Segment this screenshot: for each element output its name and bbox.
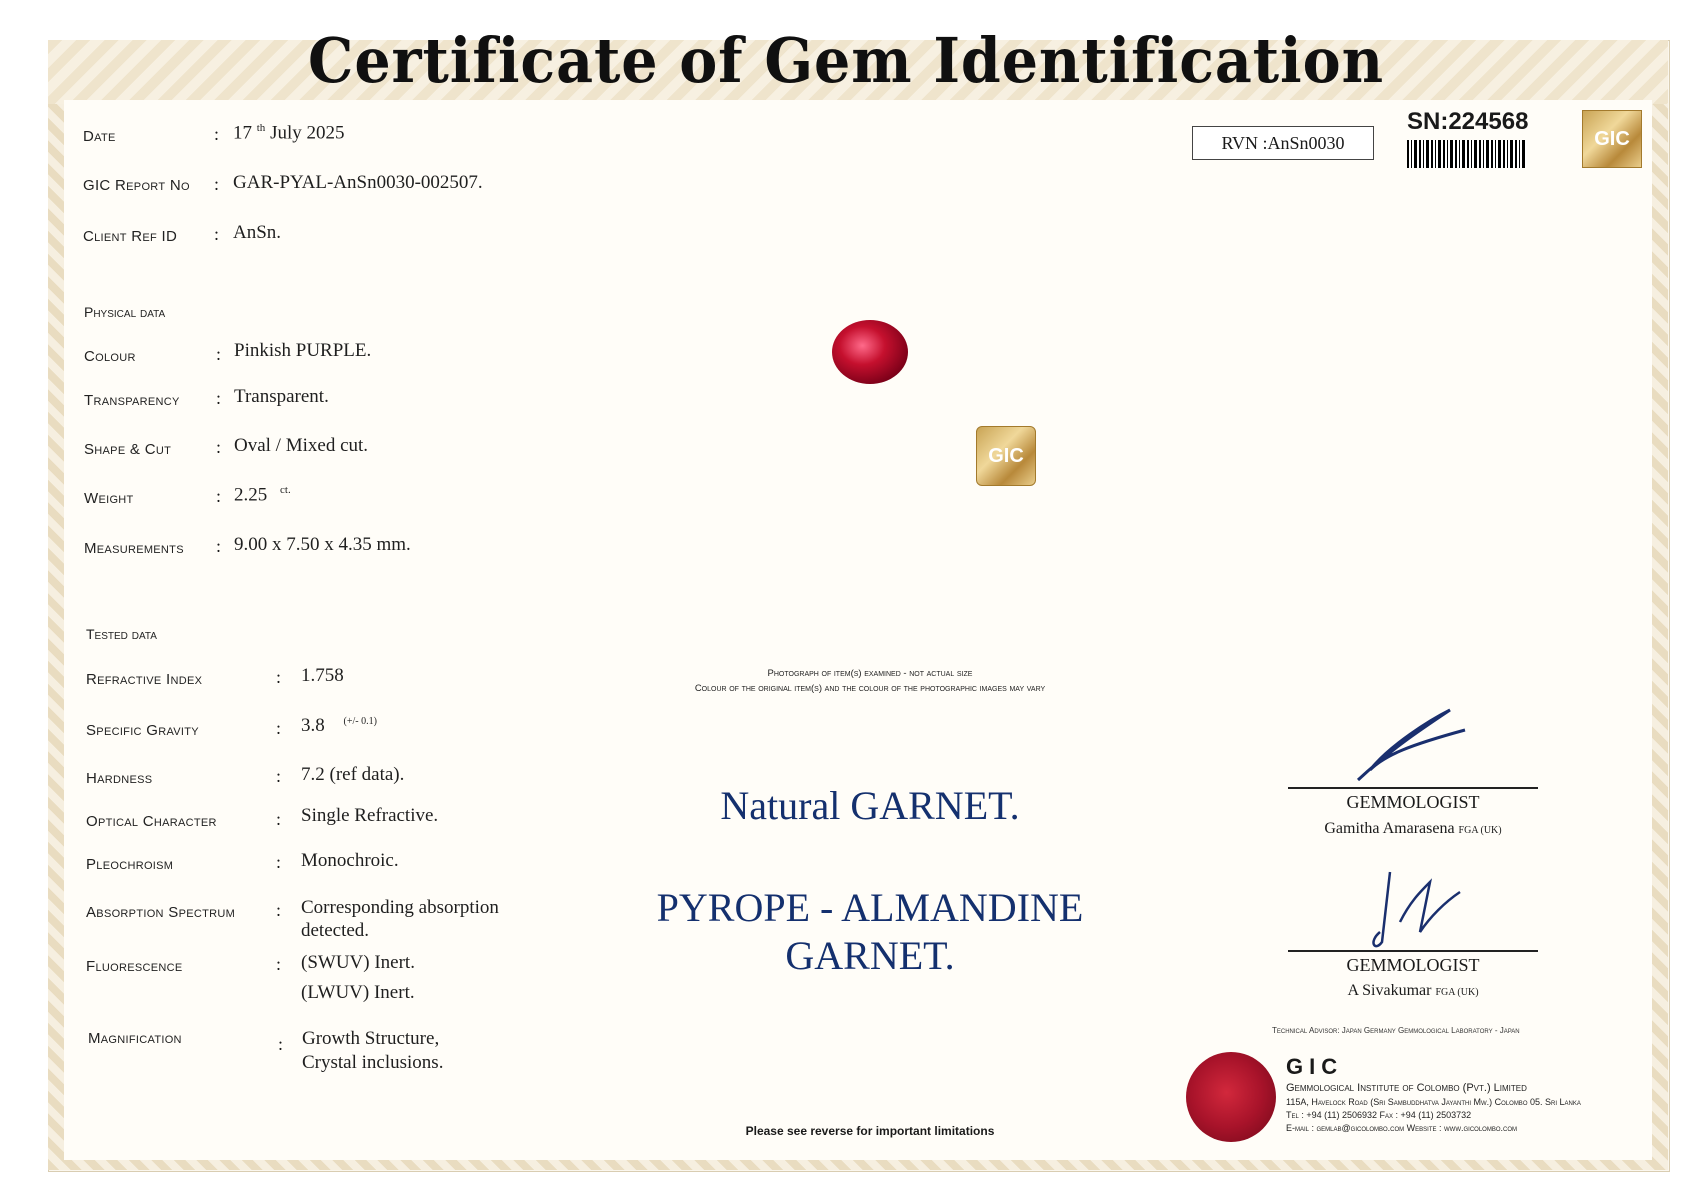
measurements-value: 9.00 x 7.50 x 4.35 mm. <box>234 534 411 555</box>
weight-value <box>234 484 291 506</box>
sg-tolerance: (+/- 0.1) <box>343 715 377 727</box>
institute-short-name: GIC <box>1286 1054 1344 1079</box>
colon: : <box>276 900 282 920</box>
sg-value <box>301 715 377 737</box>
technical-advisor: Technical Advisor: Japan Germany Gemmological Laboratory - Japan <box>1272 1026 1520 1035</box>
signatory-2-qualification: FGA (UK) <box>1435 987 1479 998</box>
colon: : <box>216 486 222 506</box>
measurements-label: Measurements <box>84 540 184 557</box>
signature-line-1 <box>1288 787 1538 789</box>
absorption-label: Absorption Spectrum <box>86 904 236 921</box>
transparency-label: Transparency <box>84 392 180 409</box>
barcode <box>1407 140 1527 168</box>
institute-address: 115A, Havelock Road (Sri Sambuddhatva Jayanthi Mw.) Colombo 05. Sri Lanka <box>1286 1097 1581 1107</box>
signatory-2-name <box>1283 982 1543 1000</box>
photo-note-line2: Colour of the original item(s) and the colour of the photographic images may vary <box>694 683 1046 694</box>
ri-label: Refractive Index <box>86 671 203 688</box>
rvn-box: RVN :AnSn0030 <box>1192 126 1374 160</box>
date-suffix: th <box>256 122 266 134</box>
colon: : <box>216 344 222 364</box>
shape-cut-label: Shape & Cut <box>84 441 172 458</box>
shape-cut-value: Oval / Mixed cut. <box>234 435 369 456</box>
colon: : <box>278 1034 284 1054</box>
pleochroism-value: Monochroic. <box>301 850 399 871</box>
colon: : <box>216 536 222 556</box>
colon: : <box>276 667 282 687</box>
colon: : <box>214 224 220 244</box>
identification-line2: PYROPE - ALMANDINE <box>656 885 1084 930</box>
optical-character-label: Optical Character <box>86 813 217 830</box>
wax-seal <box>1186 1052 1276 1142</box>
absorption-value-line1: Corresponding absorption <box>301 897 499 918</box>
colon: : <box>216 388 222 408</box>
physical-data-heading: Physical data <box>84 304 166 320</box>
colon: : <box>276 766 282 786</box>
signatory-2-name-text: A Sivakumar <box>1347 982 1432 999</box>
hardness-label: Hardness <box>86 770 153 787</box>
signatory-1-name-text: Gamitha Amarasena <box>1324 820 1455 837</box>
identification-line2-3 <box>600 884 1140 980</box>
colon: : <box>214 174 220 194</box>
signature-2 <box>1360 862 1470 952</box>
weight-unit: ct. <box>280 484 291 496</box>
identification-line1: Natural GARNET. <box>720 783 1020 828</box>
pleochroism-label: Pleochroism <box>86 856 174 873</box>
signatory-1-qualification: FGA (UK) <box>1458 825 1502 836</box>
serial-number: SN:224568 <box>1407 108 1529 135</box>
hardness-value: 7.2 (ref data). <box>301 764 405 785</box>
signatory-1-name <box>1283 820 1543 838</box>
fluorescence-lwuv: (LWUV) Inert. <box>301 982 415 1003</box>
identification-line3: GARNET. <box>785 933 955 978</box>
date-day: 17 <box>233 122 252 144</box>
colon: : <box>216 437 222 457</box>
institute-name: Gemmological Institute of Colombo (Pvt.) Limited <box>1286 1082 1527 1094</box>
signature-1 <box>1350 700 1480 790</box>
certificate-title: Certificate of Gem Identification <box>308 24 1384 97</box>
limitations-note: Please see reverse for important limitations <box>745 1124 995 1138</box>
magnification-label: Magnification <box>88 1030 182 1047</box>
gic-hologram-logo: GIC <box>1582 110 1642 168</box>
report-no-label: GIC Report No <box>83 177 190 194</box>
client-ref-label: Client Ref ID <box>83 228 178 245</box>
weight-number: 2.25 <box>234 484 268 506</box>
optical-character-value: Single Refractive. <box>301 805 439 826</box>
magnification-value-line2: Crystal inclusions. <box>302 1052 444 1073</box>
gem-photo <box>832 320 908 384</box>
report-no-value: GAR-PYAL-AnSn0030-002507. <box>233 172 483 193</box>
colon: : <box>276 954 282 974</box>
colon: : <box>214 124 220 144</box>
gic-hologram-sticker: GIC <box>976 426 1036 486</box>
fluorescence-label: Fluorescence <box>86 958 183 975</box>
colour-value: Pinkish PURPLE. <box>234 340 372 361</box>
colon: : <box>276 718 282 738</box>
colour-label: Colour <box>84 348 136 365</box>
sg-label: Specific Gravity <box>86 722 199 739</box>
date-month-year: July 2025 <box>270 122 345 144</box>
institute-phone: Tel : +94 (11) 2506932 Fax : +94 (11) 2503732 <box>1286 1110 1472 1120</box>
weight-label: Weight <box>84 490 134 507</box>
date-value <box>233 122 345 144</box>
signatory-2-title: GEMMOLOGIST <box>1346 955 1480 975</box>
magnification-value-line1: Growth Structure, <box>302 1028 440 1049</box>
date-label: Date <box>83 128 116 145</box>
photo-note-line1: Photograph of item(s) examined - not actual size <box>767 668 973 679</box>
client-ref-value: AnSn. <box>233 222 282 243</box>
absorption-value-line2: detected. <box>301 920 370 941</box>
signatory-1-title: GEMMOLOGIST <box>1346 792 1480 812</box>
institute-email: E-mail : gemlab@gicolombo.com Website : www.gicolombo.com <box>1286 1123 1517 1133</box>
colon: : <box>276 809 282 829</box>
ri-value: 1.758 <box>301 665 344 686</box>
tested-data-heading: Tested data <box>86 626 157 642</box>
signature-line-2 <box>1288 950 1538 952</box>
colon: : <box>276 852 282 872</box>
transparency-value: Transparent. <box>234 386 329 407</box>
sg-number: 3.8 <box>301 715 325 736</box>
fluorescence-swuv: (SWUV) Inert. <box>301 952 415 973</box>
